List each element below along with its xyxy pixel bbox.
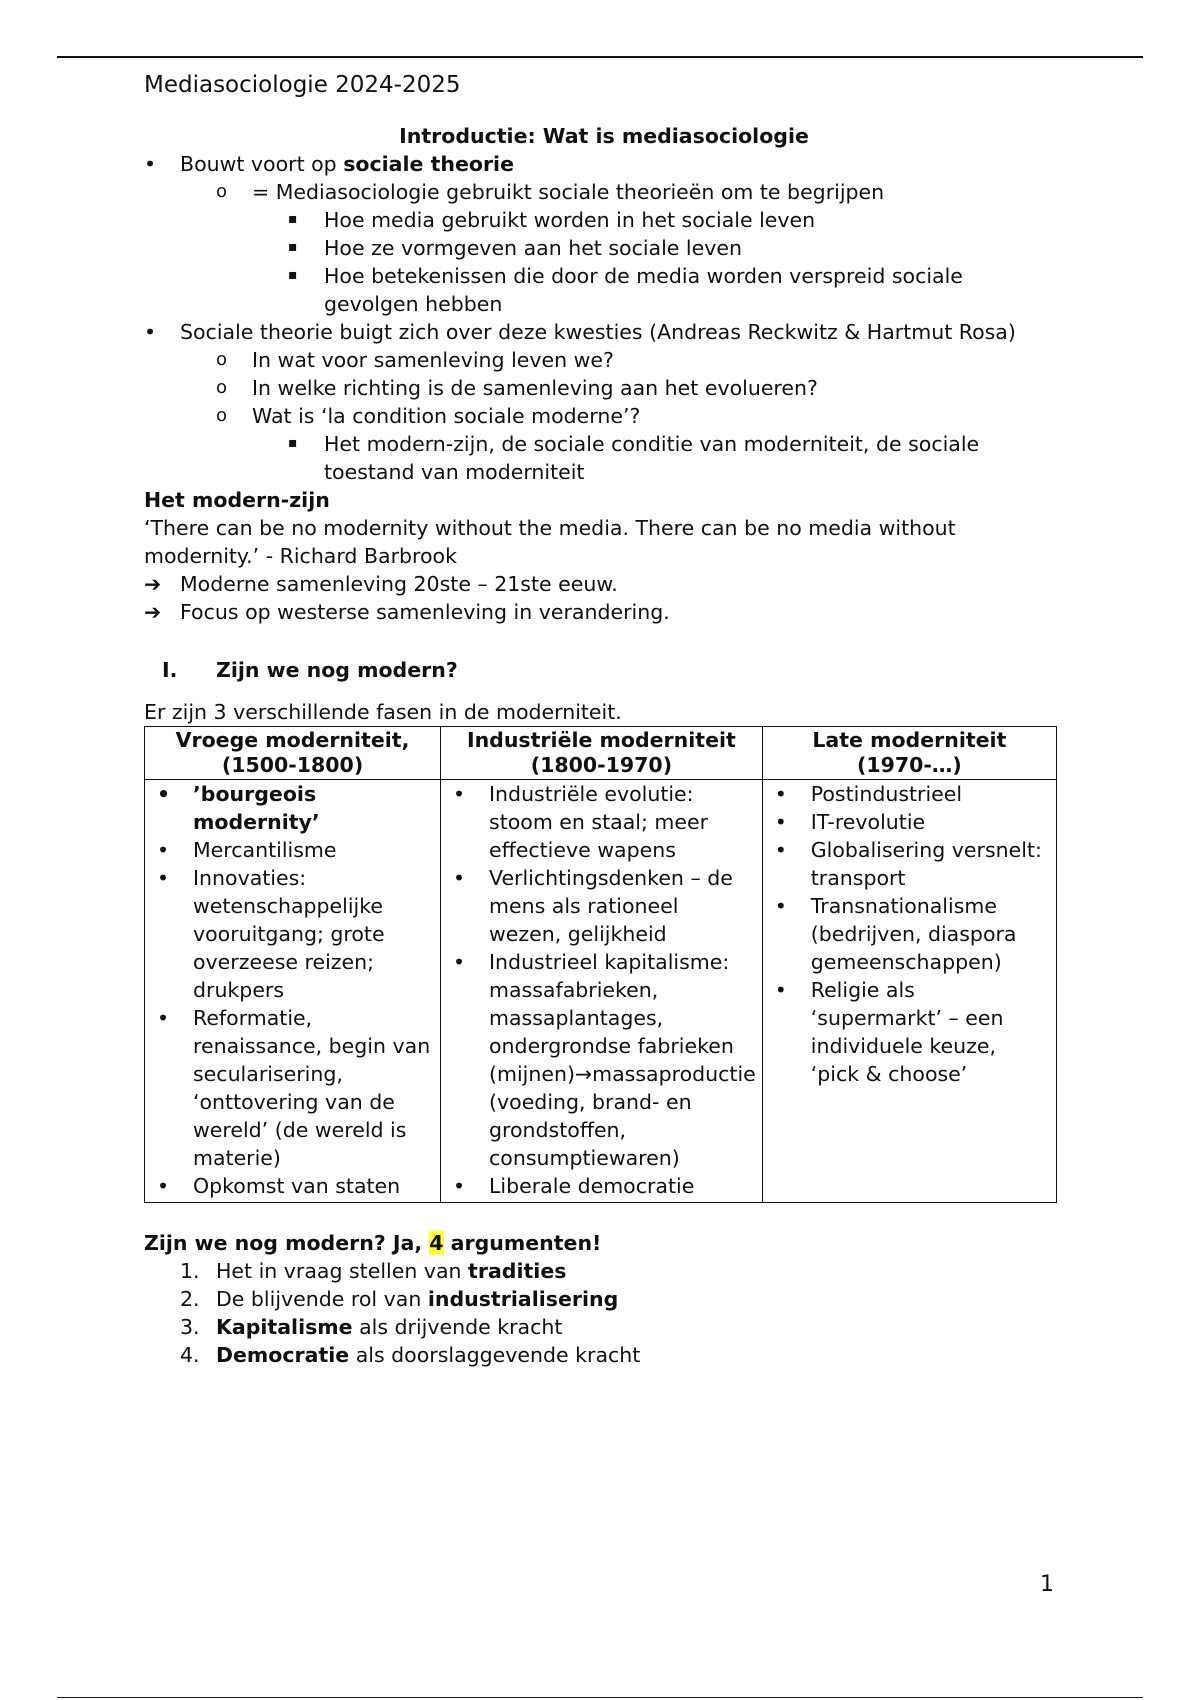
barbrook-quote: ‘There can be no modernity without the media. There can be no media without modernity.’ - Richard Barbrook xyxy=(144,516,956,568)
table-list-item: • Industriële evolutie: stoom en staal; meer effectieve wapens xyxy=(445,780,758,864)
intro-title: Introductie: Wat is mediasociologie xyxy=(399,124,809,148)
table-cell-late xyxy=(762,780,1056,1203)
table-list-item: • Opkomst van staten xyxy=(149,1172,436,1200)
argument-item: 4. Democratie als doorslaggevende kracht xyxy=(180,1343,641,1367)
table-list-item: • Transnationalisme (bedrijven, diaspora gemeenschappen) xyxy=(767,892,1052,976)
footer-rule xyxy=(57,1697,1143,1698)
intro-sub-item: o Wat is ‘la condition sociale moderne’? xyxy=(144,402,1064,430)
table-list-item: • ’bourgeois modernity’ xyxy=(149,780,436,836)
table-list-item: • Reformatie, renaissance, begin van secularisering, ‘onttovering van de wereld’ (de wereld is materie) xyxy=(149,1004,436,1172)
intro-sub-item: o = Mediasociologie gebruikt sociale theorieën om te begrijpen xyxy=(144,178,1064,206)
table-list-item: • IT-revolutie xyxy=(767,808,1052,836)
table-list-item: • Industrieel kapitalisme: massafabrieken, massaplantages, ondergrondse fabrieken (mijnen)→massaproductie (voeding, brand- en grondstoffen, consumptiewaren) xyxy=(445,948,758,1172)
argument-item: 2. De blijvende rol van industrialisering xyxy=(180,1287,619,1311)
arrow-item: ➔ Focus op westerse samenleving in verandering. xyxy=(144,598,1064,626)
intro-list xyxy=(144,150,1064,178)
table-list-item: • Verlichtingsdenken – de mens als rationeel wezen, gelijkheid xyxy=(445,864,758,948)
header-rule xyxy=(57,56,1143,58)
arguments-heading: Zijn we nog modern? Ja, 4 argumenten! xyxy=(144,1231,602,1255)
argument-item: 1. Het in vraag stellen van tradities xyxy=(180,1259,567,1283)
phases-table xyxy=(144,726,1057,1203)
arrow-list xyxy=(144,570,1064,626)
page-number: 1 xyxy=(1040,1572,1054,1597)
intro-sub-item: o In welke richting is de samenleving aan het evolueren? xyxy=(144,374,1064,402)
arrow-item: ➔ Moderne samenleving 20ste – 21ste eeuw. xyxy=(144,570,1064,598)
modern-heading: Het modern-zijn xyxy=(144,488,330,512)
table-cell-early xyxy=(145,780,441,1203)
document-header: Mediasociologie 2024-2025 xyxy=(144,72,461,98)
table-list-item: • Postindustrieel xyxy=(767,780,1052,808)
arguments-list xyxy=(144,1257,1064,1369)
intro-subsub-item: ▪ Hoe ze vormgeven aan het sociale leven xyxy=(144,234,1064,262)
intro-subsub-item: ▪ Het modern-zijn, de sociale conditie van moderniteit, de sociale toestand van moderniteit xyxy=(144,430,1064,486)
document-page xyxy=(144,68,1064,1369)
table-list-item: • Innovaties: wetenschappelijke vooruitgang; grote overzeese reizen; drukpers xyxy=(149,864,436,1004)
table-header: Late moderniteit (1970-…) xyxy=(762,727,1056,780)
table-list-item: • Liberale democratie xyxy=(445,1172,758,1200)
intro-bullet-1: • Bouwt voort op sociale theorie xyxy=(144,150,1064,178)
intro-subsub-item: ▪ Hoe betekenissen die door de media worden verspreid sociale gevolgen hebben xyxy=(144,262,1064,318)
section-number: I. xyxy=(162,658,178,682)
argument-item: 3. Kapitalisme als drijvende kracht xyxy=(180,1315,563,1339)
intro-sub-item: o In wat voor samenleving leven we? xyxy=(144,346,1064,374)
section-title: Zijn we nog modern? xyxy=(216,658,458,682)
table-header: Vroege moderniteit, (1500-1800) xyxy=(145,727,441,780)
table-list-item: • Mercantilisme xyxy=(149,836,436,864)
phases-intro: Er zijn 3 verschillende fasen in de moderniteit. xyxy=(144,700,622,724)
intro-bullet-2: • Sociale theorie buigt zich over deze kwesties (Andreas Reckwitz & Hartmut Rosa) xyxy=(144,318,1064,346)
table-list-item: • Religie als ‘supermarkt’ – een individuele keuze, ‘pick & choose’ xyxy=(767,976,1052,1088)
table-list-item: • Globalisering versnelt: transport xyxy=(767,836,1052,892)
intro-subsub-item: ▪ Hoe media gebruikt worden in het sociale leven xyxy=(144,206,1064,234)
table-header: Industriële moderniteit (1800-1970) xyxy=(441,727,763,780)
section-heading xyxy=(144,656,1064,684)
table-cell-industrial xyxy=(441,780,763,1203)
highlighted-number: 4 xyxy=(429,1231,444,1255)
